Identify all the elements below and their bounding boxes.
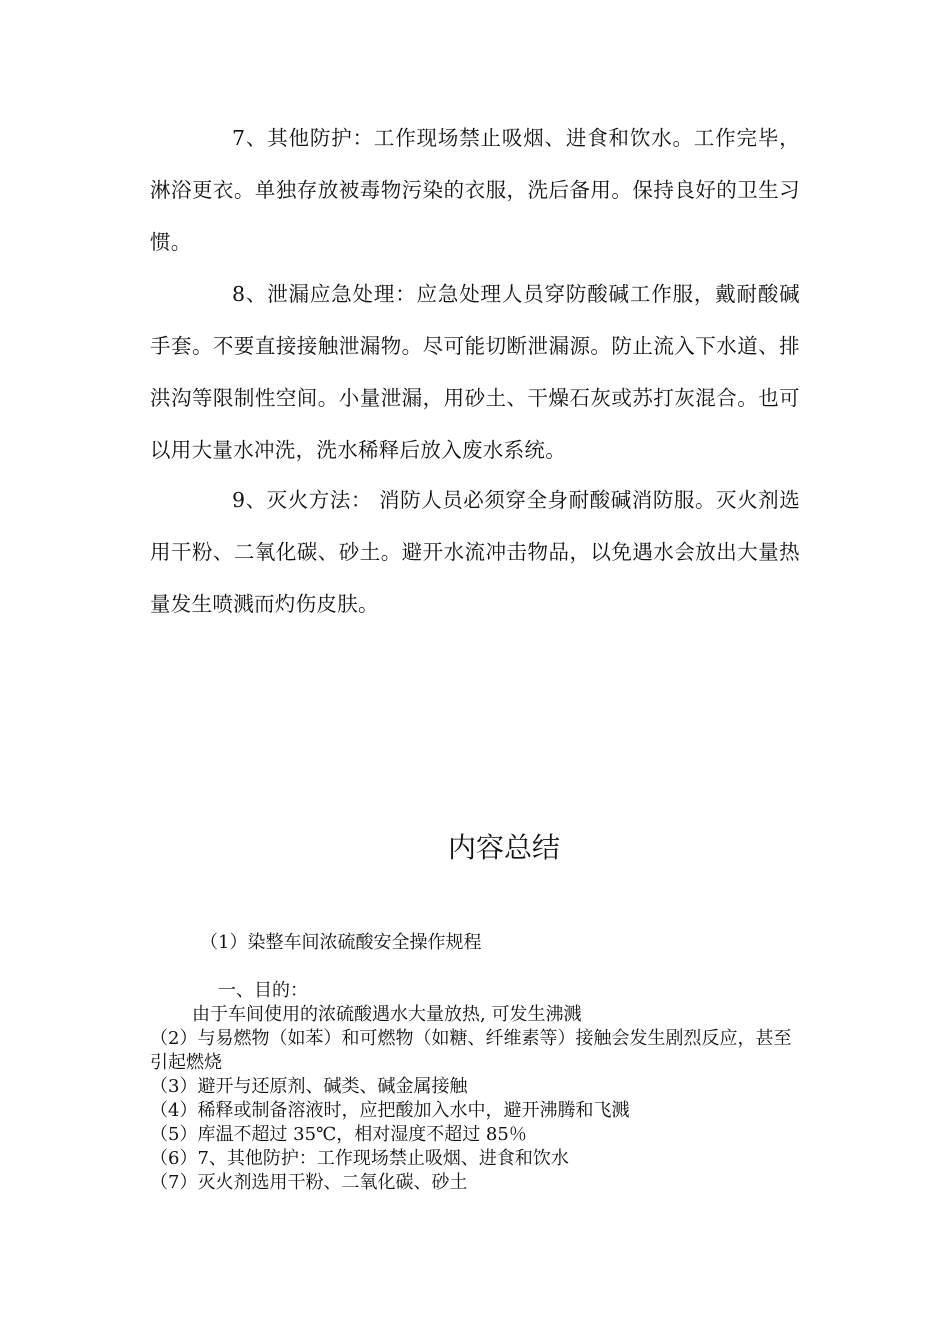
paragraph-fire-fighting: 9、灭火方法： 消防人员必须穿全身耐酸碱消防服。灭火剂选用干粉、二氧化碳、砂土。避开水流冲击物品，以免遇水会放出大量热量发生喷溅而灼伤皮肤。 [150, 488, 800, 616]
summary-item-7: （7）灭火剂选用干粉、二氧化碳、砂土 [150, 1172, 468, 1193]
summary-item-3: （3）避开与还原剂、碱类、碱金属接触 [150, 1076, 468, 1097]
summary-item-1: （1）染整车间浓硫酸安全操作规程 [200, 932, 482, 953]
summary-intro: 由于车间使用的浓硫酸遇水大量放热, 可发生沸溅 [192, 1004, 582, 1025]
summary-heading: 一、目的： [218, 980, 308, 1001]
paragraph-leak-emergency: 8、泄漏应急处理：应急处理人员穿防酸碱工作服，戴耐酸碱手套。不要直接接触泄漏物。尽可能切断泄漏源。防止流入下水道、排洪沟等限制性空间。小量泄漏，用砂土、干燥石灰或苏打灰混合。也可以用大量水冲洗，洗水稀释后放入废水系统。 [150, 282, 800, 462]
summary-title: 内容总结 [447, 831, 560, 864]
summary-item-6: （6）7、其他防护：工作现场禁止吸烟、进食和饮水 [150, 1148, 569, 1169]
paragraph-other-protection: 7、其他防护：工作现场禁止吸烟、进食和饮水。工作完毕，淋浴更衣。单独存放被毒物污染的衣服，洗后备用。保持良好的卫生习惯。 [150, 126, 800, 254]
summary-item-4: （4）稀释或制备溶液时，应把酸加入水中，避开沸腾和飞溅 [150, 1100, 630, 1121]
summary-item-5: （5）库温不超过 35℃，相对湿度不超过 85％ [150, 1124, 527, 1145]
summary-list [150, 1027, 800, 1195]
summary-item-2: （2）与易燃物（如苯）和可燃物（如糖、纤维素等）接触会发生剧烈反应，甚至引起燃烧 [150, 1028, 792, 1073]
